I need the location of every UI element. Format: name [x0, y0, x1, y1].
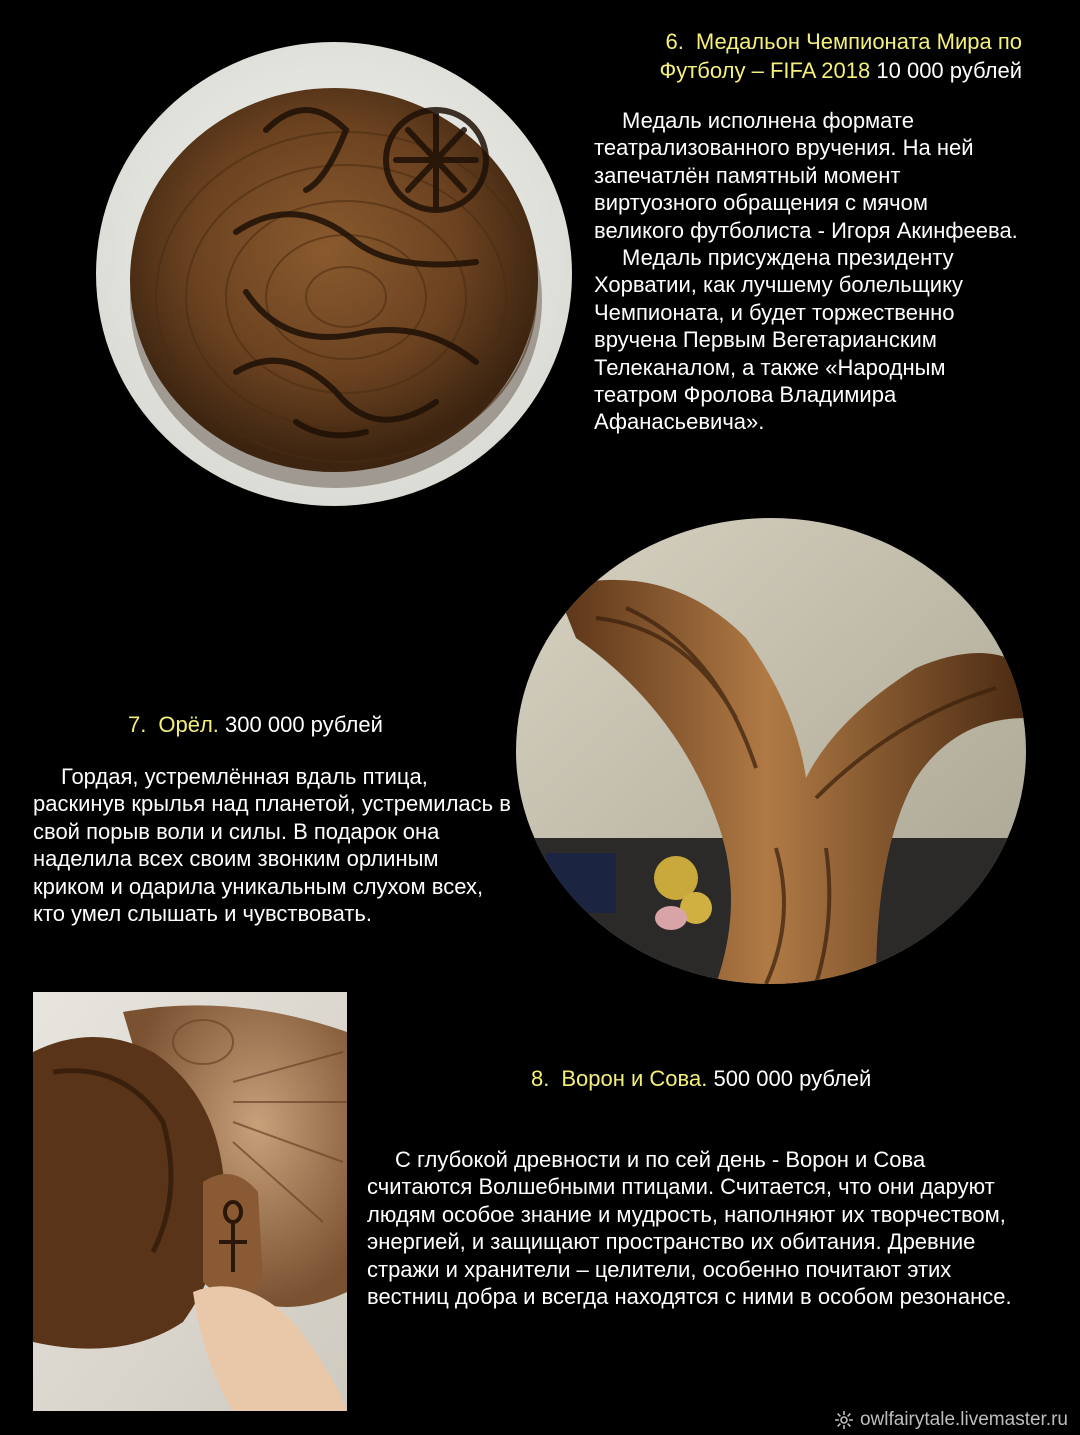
item-8-number: 8.: [531, 1066, 550, 1091]
watermark-text: owlfairytale.livemaster.ru: [859, 1409, 1068, 1430]
item-6-price: 10 000 рублей: [876, 58, 1022, 83]
item-8-paragraph: С глубокой древности и по сей день - Ворон и Сова считаются Волшебными птицами. Считается, что они даруют людям особое знание и мудрость, наполняют их творчеством, энергией, и защищают пространство их обитания. Древние стражи и хранители – целители, особенно почитают этих вестниц добра и всегда находятся с ними в особом резонансе.: [367, 1147, 1012, 1310]
item-6-heading: [660, 27, 1023, 85]
item-6-title-line1: Медальон Чемпионата Мира по: [695, 29, 1022, 54]
item-8-heading: [531, 1064, 871, 1093]
item-6-number: 6.: [665, 29, 684, 54]
item-7-heading: [128, 710, 383, 739]
item-8-description: [367, 1146, 1027, 1310]
watermark: [834, 1409, 1068, 1431]
item-7-title: Орёл.: [158, 712, 219, 737]
item-7-description: [33, 763, 513, 927]
medallion-photo: [96, 42, 572, 506]
item-6-title-line2: Футболу – FIFA 2018: [659, 58, 871, 83]
item-7-price: 300 000 рублей: [225, 712, 383, 737]
shop-logo-icon: [834, 1410, 854, 1430]
item-8-title: Ворон и Сова.: [561, 1066, 708, 1091]
item-7-paragraph: Гордая, устремлённая вдаль птица, раскинув крылья над планетой, устремилась в свой порыв воли и силы. В подарок она наделила всех своим звонким орлиным криком и одарила уникальным слухом всех, кто умел слышать и чувствовать.: [33, 764, 511, 927]
item-6-description: [594, 107, 1024, 436]
eagle-sculpture-photo: [516, 518, 1026, 984]
raven-and-owl-photo: [33, 992, 347, 1411]
item-8-price: 500 000 рублей: [713, 1066, 872, 1091]
item-7-number: 7.: [128, 712, 147, 737]
item-6-paragraph: Медаль исполнена формате театрализованного вручения. На ней запечатлён памятный момент виртуозного обращения с мячом великого футболиста - Игоря Акинфеева.: [594, 108, 1018, 243]
item-6-paragraph: Медаль присуждена президенту Хорватии, как лучшему болельщику Чемпионата, и будет торжественно вручена Первым Вегетарианским Телеканалом, а также «Народным театром Фролова Владимира Афанасьевича».: [594, 245, 963, 435]
